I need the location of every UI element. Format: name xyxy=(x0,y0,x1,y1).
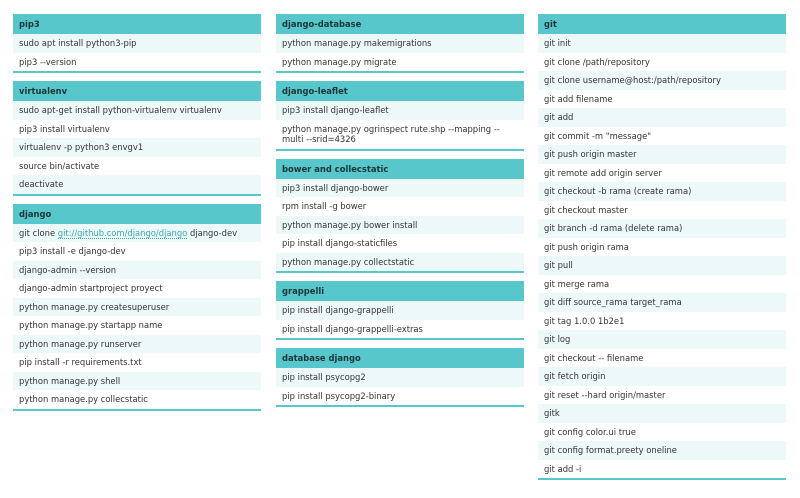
command-row: git clone username@host:/path/repository xyxy=(538,71,786,90)
command-row: python manage.py collecstatic xyxy=(19,394,148,404)
command-row: git merge rama xyxy=(544,278,610,289)
card-title: git xyxy=(538,14,786,34)
command-row: gitk xyxy=(538,404,786,423)
command-row: python manage.py startapp name xyxy=(19,320,163,330)
command-row: python manage.py makemigrations xyxy=(276,34,524,53)
command-row: pip3 install -e django-dev xyxy=(19,246,126,256)
command-row: pip install django-grappelli xyxy=(276,301,524,320)
command-row: source bin/activate xyxy=(19,160,100,171)
command-row: python manage.py migrate xyxy=(282,56,397,67)
command-row: git tag 1.0.0 1b2e1 xyxy=(544,315,625,326)
command-row: python manage.py shell xyxy=(13,372,261,391)
card-title: django-database xyxy=(276,14,524,34)
column-middle xyxy=(276,14,524,415)
command-row: pip3 --version xyxy=(19,56,77,67)
card-title: database django xyxy=(276,348,524,368)
command-row: django-admin startproject proyect xyxy=(19,283,163,293)
command-row: git add filename xyxy=(544,93,613,104)
command-row: git checkout master xyxy=(544,204,628,215)
command-row: git checkout -b rama (create rama) xyxy=(538,182,786,201)
command-row: git push origin rama xyxy=(544,241,629,252)
command-row: git remote add origin server xyxy=(544,167,662,178)
card-title: django-leaflet xyxy=(276,81,524,101)
command-row: git checkout -- filename xyxy=(544,352,644,363)
command-row: git log xyxy=(538,330,786,349)
command-row: git config color.ui true xyxy=(544,426,636,437)
card-database-django xyxy=(276,348,524,407)
command-row: python manage.py ogrinspect rute.shp --mapping --multi --srid=4326 xyxy=(282,123,500,144)
command-row: git add xyxy=(538,108,786,127)
command-row: pip install -r requirements.txt xyxy=(19,357,142,367)
command-row: git branch -d rama (delete rama) xyxy=(538,219,786,238)
command-row xyxy=(13,224,261,243)
command-row: git add -i xyxy=(544,463,582,474)
command-row: git pull xyxy=(538,256,786,275)
command-row: deactivate xyxy=(13,175,261,194)
command-row: pip3 install django-leaflet xyxy=(276,101,524,120)
column-left xyxy=(13,14,261,419)
command-row: rpm install -g bower xyxy=(282,201,367,211)
command-row: git reset --hard origin/master xyxy=(544,389,666,400)
command-row: virtualenv -p python3 envgv1 xyxy=(13,138,261,157)
command-row: pip install psycopg2 xyxy=(276,368,524,387)
command-row: git init xyxy=(538,34,786,53)
card-pip3 xyxy=(13,14,261,73)
card-title: django xyxy=(13,204,261,224)
command-row: python manage.py createsuperuser xyxy=(13,298,261,317)
card-django xyxy=(13,204,261,411)
column-right xyxy=(538,14,786,488)
command-row: git push origin master xyxy=(538,145,786,164)
card-grappelli xyxy=(276,281,524,340)
command-row: python manage.py collectstatic xyxy=(276,253,524,272)
command-row: sudo apt-get install python-virtualenv virtualenv xyxy=(13,101,261,120)
command-row: django-admin --version xyxy=(13,261,261,280)
card-title: bower and collecstatic xyxy=(276,159,524,179)
repo-link[interactable]: git://github.com/django/django xyxy=(57,227,188,238)
command-row: pip install django-staticfiles xyxy=(282,238,398,248)
card-title: virtualenv xyxy=(13,81,261,101)
card-django-leaflet xyxy=(276,81,524,151)
command-row: pip3 install django-bower xyxy=(276,179,524,198)
command-row: python manage.py bower install xyxy=(276,216,524,235)
card-title: grappelli xyxy=(276,281,524,301)
command-text: git clone xyxy=(19,227,58,238)
command-row: pip install psycopg2-binary xyxy=(282,390,396,401)
command-row: pip install django-grappelli-extras xyxy=(282,323,423,334)
command-row: git clone /path/repository xyxy=(544,56,650,67)
command-text: django-dev xyxy=(187,227,238,238)
command-row: git diff source_rama target_rama xyxy=(538,293,786,312)
command-row: pip3 install virtualenv xyxy=(19,123,110,134)
card-title: pip3 xyxy=(13,14,261,34)
command-row: git fetch origin xyxy=(538,367,786,386)
command-row: git commit -m "message" xyxy=(544,130,652,141)
command-row: git config format.preety oneline xyxy=(538,441,786,460)
card-bower-and-collecstatic xyxy=(276,159,524,274)
card-django-database xyxy=(276,14,524,73)
card-git xyxy=(538,14,786,480)
card-virtualenv xyxy=(13,81,261,196)
command-row: sudo apt install python3-pip xyxy=(13,34,261,53)
command-row: python manage.py runserver xyxy=(13,335,261,354)
